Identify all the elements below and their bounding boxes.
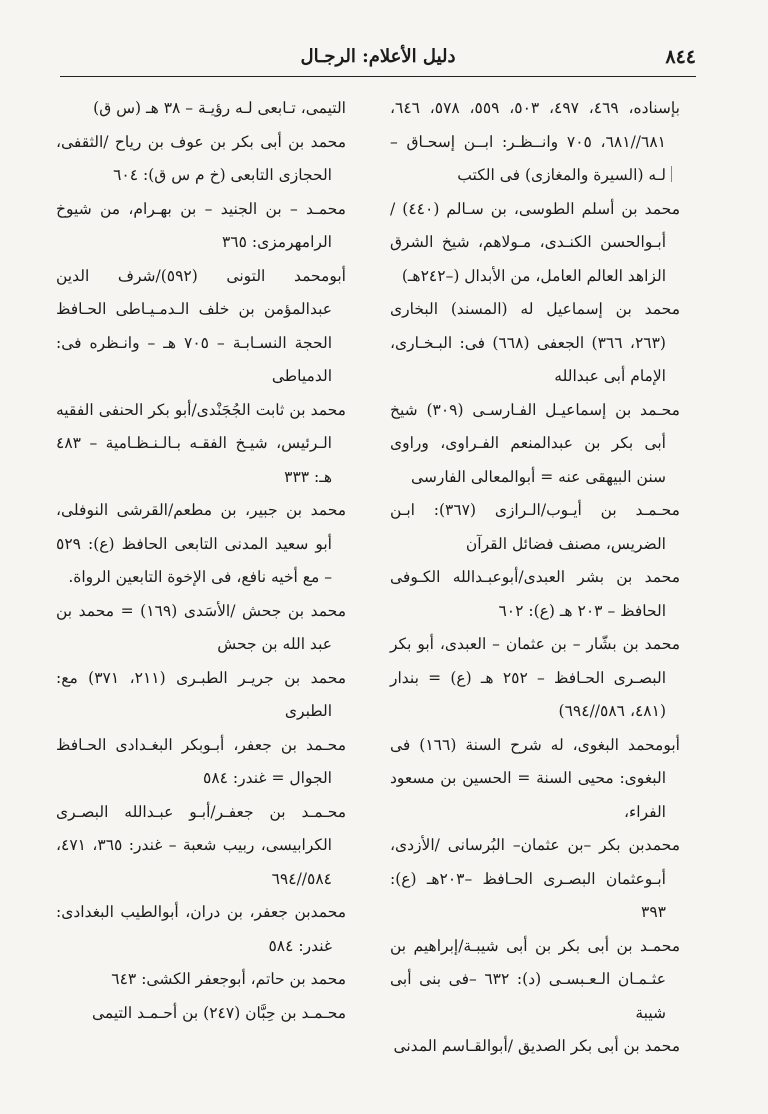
running-title: دليل الأعلام: الرجـال: [300, 46, 456, 67]
index-entry: محمد بن جحش /الأسَدى (١٦٩) = محمد بن عبد الله بن جحش: [56, 601, 346, 653]
index-entry: محمد بن أبى بكر الصديق /أبوالقـاسم المدنى: [393, 1037, 680, 1055]
index-entry: محمد بن جريـر الطبـرى (٢١١، ٣٧١) مع: الطبرى: [56, 668, 347, 720]
index-entry: محـمـد بن حِبَّان (٢٤٧) بن أحـمـد التيمى: [91, 1003, 346, 1022]
index-entry: أبومحمد التونى (٥٩٢)/شرف الدين عبدالمؤمن بن خلف الـدمـيـاطى الحـافظ الحجة النسـابـة – ٧٠٥ هـ – وانـظره فى: الدمياطى: [56, 266, 346, 385]
margin-mark: [671, 166, 672, 182]
index-entry: محمـد بن أبى بكر بن أبى شيبـة/إبراهيم بن عثـمـان الـعـبسـى (د): ٦٣٢ –فى بنى أبى شيبة: [390, 936, 680, 1022]
index-entry: أبومحمد البغوى، له شرح السنة (١٦٦) فى البغوى: محيى السنة = الحسين بن مسعود الفراء،: [390, 735, 680, 821]
index-entry: محـمـد بن أيـوب/الـرازى (٣٦٧): ابـن الضريس، مصنف فضائل القرآن: [390, 501, 680, 553]
index-entry: بإسناده، ٤٦٩، ٤٩٧، ٥٠٣، ٥٥٩، ٥٧٨، ٦٤٦، ٦٨١//٦٨١، ٧٠٥ وانــظـر: ابــن إسحـاق – لـه (السيرة والمغازى) فى الكتب: [390, 99, 680, 184]
index-entry: محـمـد بن جعفـر/أبـو عبـدالله البصـرى الكرابيسى، ربيب شعبة – غندر: ٣٦٥، ٤٧١، ٥٨٤//٦٩٤: [56, 802, 346, 888]
index-entry: محـمد بن إسماعيـل الفـارسـى (٣٠٩) شيخ أبى بكر بن عبدالمنعم الفـراوى، وراوى سنن البيهقى عنه = أبوالمعالى الفارسى: [390, 400, 680, 486]
index-entry: محمد بن ثابت الجُجَنْدى/أبو بكر الحنفى الفقيه الـرئيس، شيـخ الفقـه بـالـنـظـامية – ٤٨٣ هـ: ٣٣٣: [56, 400, 346, 486]
index-entry: محمدبن بكر –بن عثمان– البُرسانى /الأزدى، أبـوعثمان البصـرى الحـافظ –٢٠٣هـ (ع): ٣٩٣: [390, 836, 680, 921]
page-header: [60, 40, 696, 74]
index-entry: محمد بن أبى بكر بن عوف بن رياح /الثقفى، الحجازى التابعى (خ م س ق): ٦٠٤: [56, 132, 346, 184]
index-entry: محمد بن بشر العبدى/أبوعبـدالله الكـوفى الحافظ – ٢٠٣ هـ (ع): ٦٠٢: [390, 568, 680, 620]
right-column: [390, 92, 680, 1064]
header-divider: [60, 76, 696, 77]
page-number: ٨٤٤: [665, 46, 696, 68]
index-entry: محمد بن أسلم الطوسى، بن سـالم (٤٤٠) /أبـوالحسن الكنـدى، مـولاهم، شيخ الشرق الزاهد العالم العامل، من الأبدال (–٢٤٢هـ): [390, 199, 680, 285]
index-entry: التيمى، تـابعى لـه رؤيـة – ٣٨ هـ (س ق): [93, 99, 346, 117]
index-entry: محمد بن جبير، بن مطعم/القرشى النوفلى، أبو سعيد المدنى التابعى الحافظ (ع): ٥٢٩ – مع أخيه نافع، فى الإخوة التابعين الرواة.: [56, 501, 346, 586]
index-entry: محمـد – بن الجنيد – بن بهـرام، من شيوخ الرامهرمزى: ٣٦٥: [56, 199, 346, 251]
index-entry: محمد بن حاتم، أبوجعفر الكشى: ٦٤٣: [111, 970, 346, 988]
index-entry: محـمد بن جعفر، أبـوبكر البغـدادى الحـافظ الجوال = غندر: ٥٨٤: [56, 735, 346, 787]
index-entry: محمد بن إسماعيل له (المسند) البخارى (٢٦٣، ٣٦٦) الجعفى (٦٦٨) فى: البـخـارى، الإمام أبى عبدالله: [390, 300, 680, 385]
index-entry: محمد بن بشّار – بن عثمان – العبدى، أبو بكر البصـرى الحـافظ – ٢٥٢ هـ (ع) = بندار (٤٨١، ٥٨٦//٦٩٤): [390, 635, 680, 720]
left-column: [56, 92, 346, 1030]
index-entry: محمدبن جعفر، بن دران، أبوالطيب البغدادى: غندر: ٥٨٤: [56, 903, 346, 955]
